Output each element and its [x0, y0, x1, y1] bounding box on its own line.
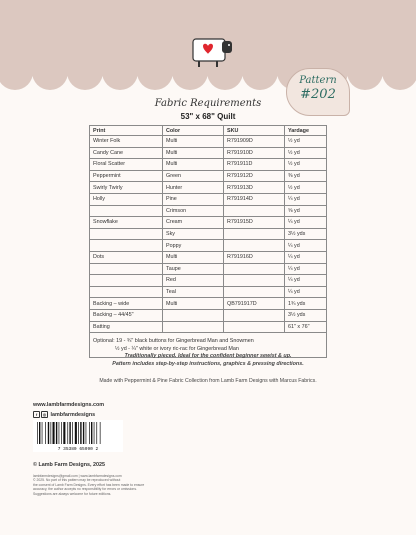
table-cell: Multi: [163, 136, 224, 148]
table-cell: R791912D: [224, 170, 285, 182]
barcode-bar: [59, 422, 60, 444]
copyright: © Lamb Farm Designs, 2025: [33, 462, 105, 468]
intro-line: Traditionally pieced. Ideal for the confident beginner sewist & up.: [124, 353, 292, 359]
quilt-size: 53" x 68" Quilt: [180, 112, 236, 121]
table-row: [90, 159, 327, 171]
table-row: [90, 147, 327, 159]
table-cell: 1¾ yds: [285, 298, 327, 310]
website-link[interactable]: www.lambfarmdesigns.com: [33, 402, 105, 408]
column-header: Print: [90, 126, 163, 136]
table-cell: R791909D: [224, 136, 285, 148]
table-cell: Dots: [90, 251, 163, 263]
fine-print-line: the consent of Lamb Farm Designs. Every effort has been made to ensure: [33, 482, 145, 487]
barcode-bar: [42, 422, 43, 444]
badge-number: #202: [300, 87, 336, 102]
table-row: [90, 217, 327, 229]
table-cell: Floral Scatter: [90, 159, 163, 171]
table-cell: [90, 286, 163, 298]
table-cell: Sky: [163, 228, 224, 240]
table-row: [90, 286, 327, 298]
fine-print-line: accuracy, the author accepts no responsibility for errors or omissions.: [33, 487, 137, 492]
table-row: [90, 205, 327, 217]
note-line: Optional: 19 - ¾" black buttons for Gingerbread Man and Snowmen: [93, 338, 254, 345]
table-cell: Holly: [90, 193, 163, 205]
table-row: [90, 193, 327, 205]
barcode-bar: [51, 422, 52, 444]
table-cell: 3½ yds: [285, 309, 327, 321]
table-cell: ⅝ yd: [285, 205, 327, 217]
facebook-icon[interactable]: f: [33, 411, 40, 418]
table-cell: R791914D: [224, 193, 285, 205]
column-header: Yardage: [285, 126, 327, 136]
table-cell: Red: [163, 275, 224, 287]
fine-print: [33, 474, 153, 496]
table-cell: [90, 240, 163, 252]
table-cell: ¼ yd: [285, 275, 327, 287]
table-cell: ½ yd: [285, 159, 327, 171]
table-row: [90, 298, 327, 310]
table-cell: Cream: [163, 217, 224, 229]
table-cell: R791915D: [224, 217, 285, 229]
barcode-bar: [61, 422, 62, 444]
barcode-bar: [91, 422, 92, 444]
table-cell: 3½ yds: [285, 228, 327, 240]
barcode-bar: [78, 422, 79, 444]
table-cell: R791916D: [224, 251, 285, 263]
table-cell: ¼ yd: [285, 251, 327, 263]
table-cell: ¼ yd: [285, 263, 327, 275]
page-title: Fabric Requirements: [154, 98, 262, 109]
table-cell: ¼ yd: [285, 217, 327, 229]
table-cell: QB791917D: [224, 298, 285, 310]
barcode-bar: [94, 422, 95, 444]
table-cell: Hunter: [163, 182, 224, 194]
table-cell: Backing – wide: [90, 298, 163, 310]
barcode-bar: [86, 422, 87, 444]
table-cell: Multi: [163, 251, 224, 263]
table-cell: ¼ yd: [285, 240, 327, 252]
table-row: [90, 321, 327, 333]
table-row: [90, 275, 327, 287]
note-line: ½ yd - ¼" white or ivory ric-rac for Gingerbread Man: [115, 346, 239, 353]
table-cell: Teal: [163, 286, 224, 298]
badge-label: Pattern: [299, 75, 337, 86]
table-cell: Green: [163, 170, 224, 182]
fabric-collection-note: Made with Peppermint & Pine Fabric Collection from Lamb Farm Designs with Marcus Fabrics.: [99, 378, 317, 384]
table-cell: Multi: [163, 298, 224, 310]
scallop-border: [0, 72, 416, 90]
table-cell: Swirly Twirly: [90, 182, 163, 194]
barcode-bar: [75, 422, 77, 444]
table-cell: Pine: [163, 193, 224, 205]
table-cell: [224, 228, 285, 240]
barcode-bar: [80, 422, 81, 444]
barcode-bar: [69, 422, 70, 444]
table-cell: Poppy: [163, 240, 224, 252]
barcode-bar: [89, 422, 90, 444]
social-links[interactable]: [33, 411, 95, 418]
table-cell: Crimson: [163, 205, 224, 217]
table-cell: ½ yd: [285, 147, 327, 159]
table-cell: [224, 240, 285, 252]
fabric-requirements-table: [89, 125, 327, 358]
table-cell: Multi: [163, 159, 224, 171]
barcode-number: 7 35380 65090 2: [57, 447, 99, 452]
table-cell: R791913D: [224, 182, 285, 194]
fine-print-line: © 2025. No part of this pattern may be reproduced without: [33, 478, 121, 483]
table-row: [90, 228, 327, 240]
barcode-bar: [53, 422, 55, 444]
instagram-icon[interactable]: ◎: [42, 412, 47, 417]
barcode-bar: [100, 422, 101, 444]
pattern-description: [0, 352, 416, 368]
table-cell: Backing – 44/45": [90, 309, 163, 321]
barcode-bar: [56, 422, 57, 444]
table-cell: Multi: [163, 147, 224, 159]
table-cell: [224, 286, 285, 298]
barcode-bar: [96, 422, 97, 444]
table-cell: [224, 309, 285, 321]
table-cell: [163, 309, 224, 321]
table-cell: [90, 228, 163, 240]
table-cell: [224, 263, 285, 275]
table-row: [90, 136, 327, 148]
barcode-bar: [45, 422, 46, 444]
barcode-bar: [37, 422, 38, 444]
table-cell: [224, 205, 285, 217]
social-handle: lambfarmdesigns: [50, 411, 96, 418]
barcode: [33, 420, 123, 452]
table-cell: ¼ yd: [285, 193, 327, 205]
column-header: SKU: [224, 126, 285, 136]
table-row: [90, 182, 327, 194]
table-cell: Peppermint: [90, 170, 163, 182]
barcode-bar: [63, 422, 65, 444]
lamb-logo: [189, 33, 235, 69]
barcode-bar: [48, 422, 49, 444]
barcode-bar: [39, 422, 40, 444]
table-cell: ½ yd: [285, 136, 327, 148]
barcode-bar: [72, 422, 73, 444]
table-header-row: [90, 126, 327, 136]
table-cell: [90, 275, 163, 287]
table-cell: Candy Cane: [90, 147, 163, 159]
column-header: Color: [163, 126, 224, 136]
table-cell: ¼ yd: [285, 286, 327, 298]
intro-line: Pattern includes step-by-step instructions, graphics & pressing directions.: [112, 361, 304, 367]
table-cell: [224, 275, 285, 287]
table-cell: R791911D: [224, 159, 285, 171]
fine-print-line: Suggestions are always welcome for future editions.: [33, 491, 112, 496]
table-cell: Winter Folk: [90, 136, 163, 148]
barcode-bar: [67, 422, 68, 444]
table-cell: 61" x 76": [285, 321, 327, 333]
table-cell: [224, 321, 285, 333]
table-cell: [163, 321, 224, 333]
barcode-bar: [83, 422, 84, 444]
table-row: [90, 240, 327, 252]
table-cell: Batting: [90, 321, 163, 333]
table-cell: [90, 205, 163, 217]
table-cell: ⅜ yd: [285, 170, 327, 182]
table-cell: [90, 263, 163, 275]
table-cell: R791910D: [224, 147, 285, 159]
table-cell: Taupe: [163, 263, 224, 275]
table-row: [90, 309, 327, 321]
table-row: [90, 170, 327, 182]
table-cell: Snowflake: [90, 217, 163, 229]
table-cell: ½ yd: [285, 182, 327, 194]
fine-print-line: lambfarmdesigns@gmail.com | www.lambfarmdesigns.com: [33, 474, 122, 478]
table-row: [90, 251, 327, 263]
table-row: [90, 263, 327, 275]
